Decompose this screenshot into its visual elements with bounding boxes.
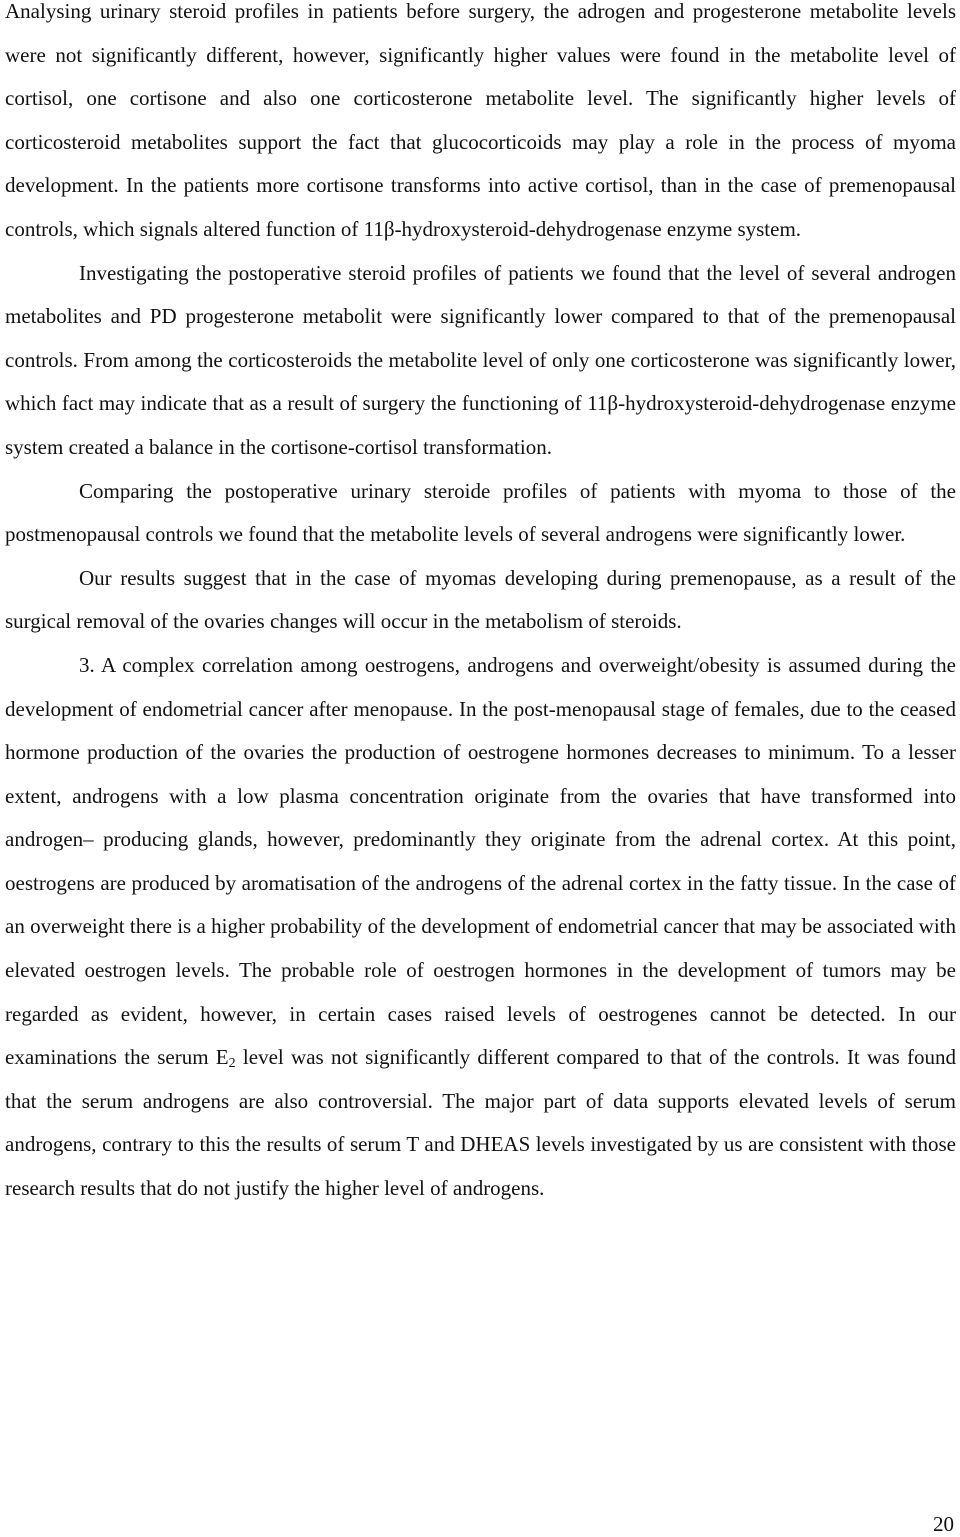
estradiol-subscript: 2 [228, 1056, 236, 1072]
paragraph-5-text-start: 3. A complex correlation among oestrogens, androgens and overweight/obesity is assumed during the development of endometrial cancer after menopause. In the post-menopausal stage of females, due to the ceased hormone production of the ovaries the production of oestrogene hormones decreases to minimum. To a lesser extent, androgens with a low plasma concentration originate from the ovaries that have transformed into androgen– producing glands, however, predominantly they originate from the adrenal cortex. At this point, oestrogens are produced by aromatisation of the androgens of the adrenal cortex in the fatty tissue. In the case of an overweight there is a higher probability of the development of endometrial cancer that may be associated with elevated oestrogen levels. The probable role of oestrogen hormones in the development of tumors may be regarded as evident, however, in certain cases raised levels of oestrogenes cannot be detected. In our examinations the serum E [5, 652, 956, 1070]
paragraph-5 [5, 644, 956, 1211]
paragraph-2: Investigating the postoperative steroid profiles of patients we found that the level of several androgen metabolites and PD progesterone metabolit were significantly lower compared to that of the premenopausal controls. From among the corticosteroids the metabolite level of only one corticosterone was significantly lower, which fact may indicate that as a result of surgery the functioning of 11β-hydroxysteroid-dehydrogenase enzyme system created a balance in the cortisone-cortisol transformation. [5, 260, 956, 459]
body-text [5, 0, 956, 1211]
paragraph-5-text-end: level was not significantly different compared to that of the controls. It was found that the serum androgens are also controversial. The major part of data supports elevated levels of serum androgens, contrary to this the results of serum T and DHEAS levels investigated by us are consistent with those research results that do not justify the higher level of androgens. [5, 1045, 956, 1201]
page-number: 20 [933, 1512, 954, 1536]
paragraph-3: Comparing the postoperative urinary steroide profiles of patients with myoma to those of the postmenopausal controls we found that the metabolite levels of several androgens were significantly lower. [5, 478, 956, 547]
paragraph-4: Our results suggest that in the case of myomas developing during premenopause, as a result of the surgical removal of the ovaries changes will occur in the metabolism of steroids. [5, 565, 956, 634]
paragraph-1: Analysing urinary steroid profiles in patients before surgery, the adrogen and progesterone metabolite levels were not significantly different, however, significantly higher values were found in the metabolite level of cortisol, one cortisone and also one corticosterone metabolite level. The significantly higher levels of corticosteroid metabolites support the fact that glucocorticoids may play a role in the process of myoma development. In the patients more cortisone transforms into active cortisol, than in the case of premenopausal controls, which signals altered function of 11β-hydroxysteroid-dehydrogenase enzyme system. [5, 0, 956, 241]
